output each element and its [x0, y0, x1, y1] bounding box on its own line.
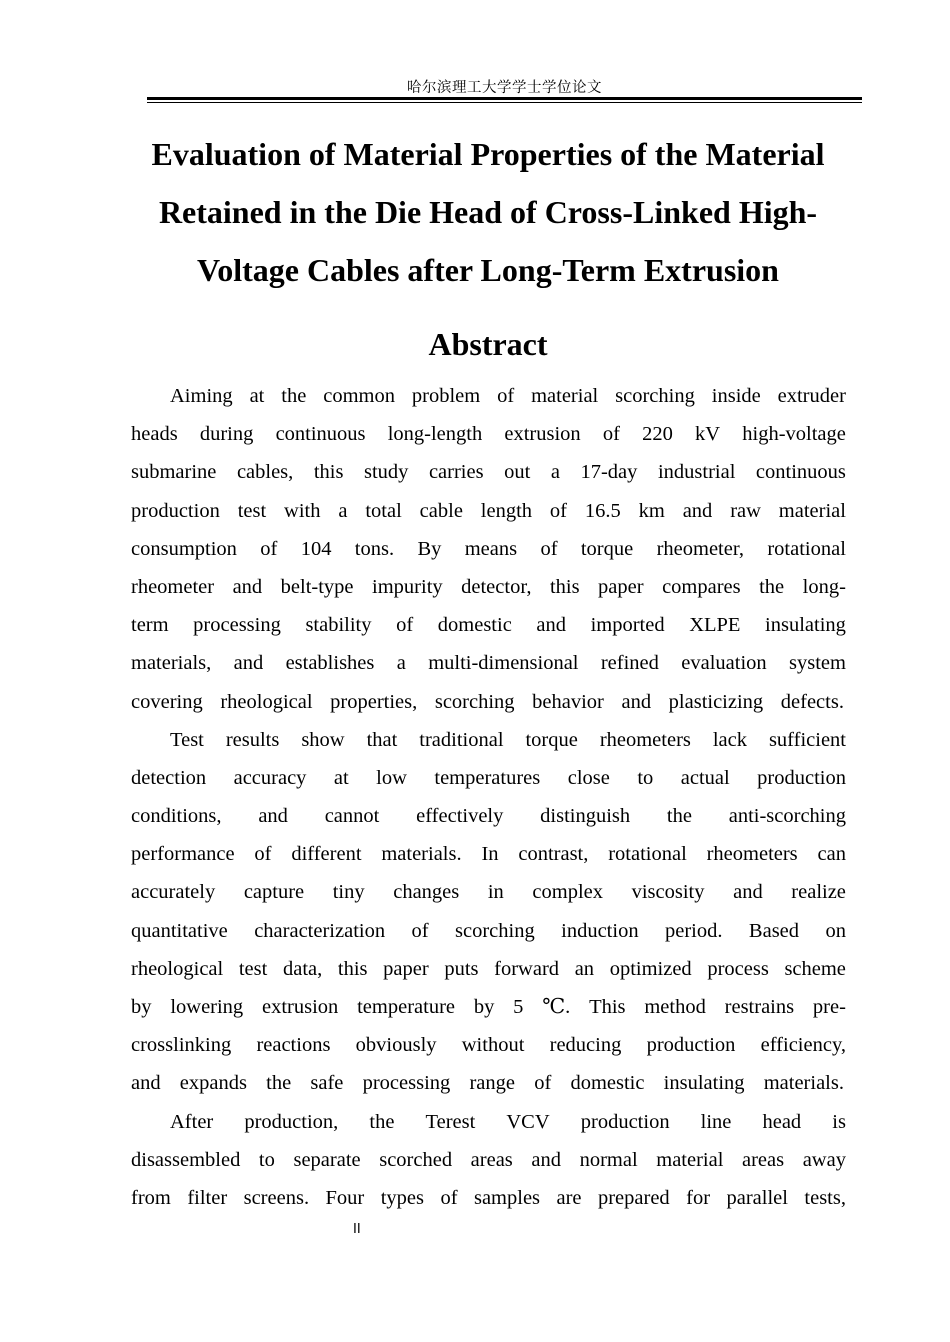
- abstract-line: detection accuracy at low temperatures close to actual production: [131, 766, 846, 789]
- abstract-line: consumption of 104 tons. By means of torque rheometer, rotational: [131, 537, 846, 560]
- abstract-body: [131, 377, 846, 1217]
- abstract-line: Aiming at the common problem of material scorching inside extruder: [170, 385, 846, 407]
- running-header: 哈尔滨理工大学学士学位论文: [407, 80, 602, 96]
- abstract-line: accurately capture tiny changes in complex viscosity and realize: [131, 881, 846, 904]
- header-rule-thin: [147, 102, 862, 103]
- title-line: Retained in the Die Head of Cross-Linked High-: [158, 194, 818, 230]
- abstract-line: After production, the Terest VCV production line head is: [170, 1110, 846, 1133]
- abstract-line: rheological test data, this paper puts forward an optimized process scheme: [131, 957, 846, 980]
- paper-title: [110, 125, 866, 299]
- title-line: Evaluation of Material Properties of the Material: [151, 136, 825, 172]
- abstract-line: disassembled to separate scorched areas and normal material areas away: [131, 1148, 846, 1171]
- abstract-line: rheometer and belt-type impurity detector, this paper compares the long-: [131, 575, 846, 598]
- abstract-line: materials, and establishes a multi-dimensional refined evaluation system: [131, 652, 846, 675]
- abstract-line: conditions, and cannot effectively distinguish the anti-scorching: [131, 805, 846, 828]
- abstract-line: crosslinking reactions obviously without reducing production efficiency,: [131, 1034, 846, 1057]
- abstract-line: performance of different materials. In contrast, rotational rheometers can: [131, 843, 846, 866]
- abstract-line: from filter screens. Four types of samples are prepared for parallel tests,: [131, 1186, 846, 1209]
- page-number: II: [353, 1222, 361, 1237]
- abstract-line: and expands the safe processing range of domestic insulating materials.: [131, 1072, 844, 1095]
- abstract-line: submarine cables, this study carries out a 17-day industrial continuous: [131, 461, 846, 484]
- abstract-line: covering rheological properties, scorching behavior and plasticizing defects.: [131, 690, 844, 713]
- abstract-line: term processing stability of domestic and imported XLPE insulating: [131, 614, 846, 637]
- abstract-line: Test results show that traditional torque rheometers lack sufficient: [170, 728, 846, 751]
- abstract-line: heads during continuous long-length extrusion of 220 kV high-voltage: [131, 423, 846, 446]
- abstract-line: production test with a total cable length of 16.5 km and raw material: [131, 499, 846, 522]
- abstract-line: by lowering extrusion temperature by 5 ℃. This method restrains pre-: [131, 996, 846, 1018]
- abstract-line: quantitative characterization of scorching induction period. Based on: [131, 919, 846, 942]
- header-rule-thick: [147, 97, 862, 100]
- abstract-heading: Abstract: [428, 326, 548, 362]
- title-line: Voltage Cables after Long-Term Extrusion: [197, 252, 779, 288]
